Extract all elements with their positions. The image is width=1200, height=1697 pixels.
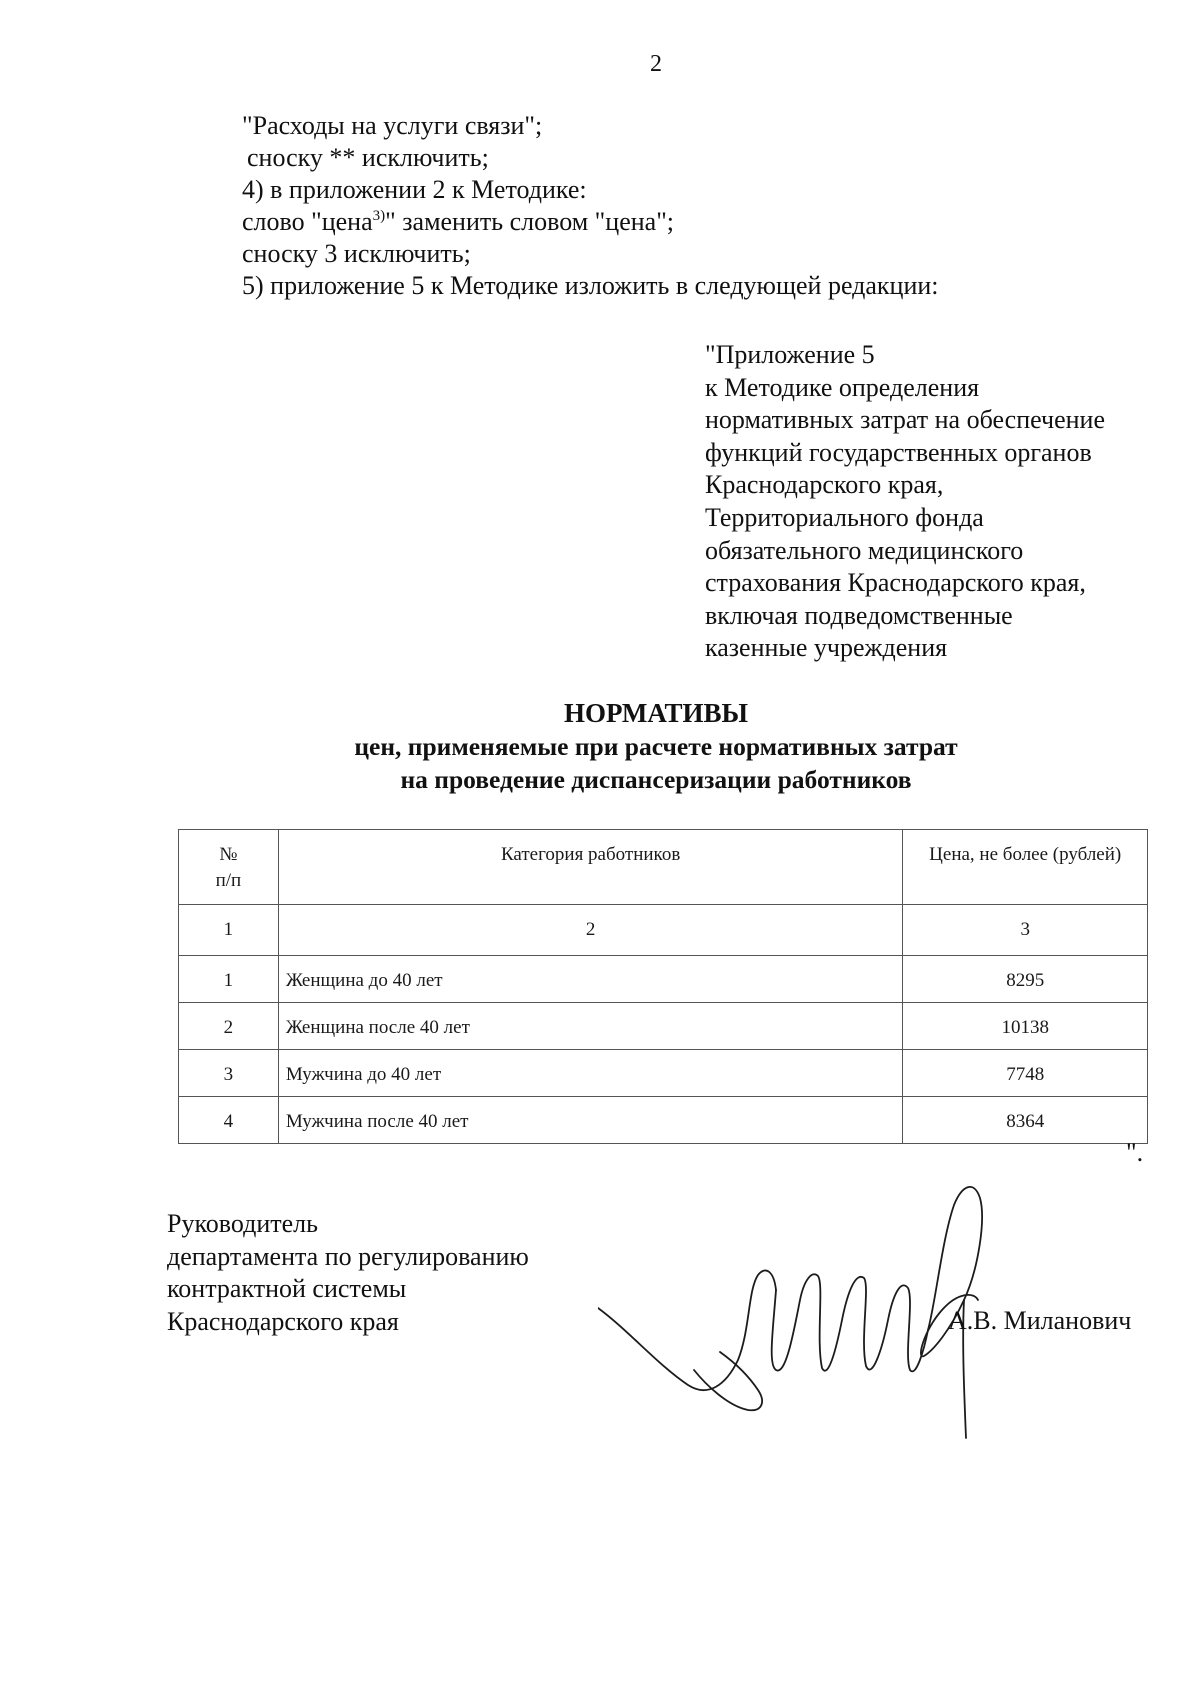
table-row [179, 1050, 1148, 1097]
signer-name: А.В. Миланович [948, 1306, 1132, 1335]
column-header-category: Категория работников [278, 830, 903, 905]
row-price: 8295 [903, 956, 1148, 1003]
amendment-fragment: слово "цена [242, 207, 373, 236]
row-number: 4 [179, 1097, 279, 1144]
row-price: 8364 [903, 1097, 1148, 1144]
appendix-line: Краснодарского края, [705, 470, 944, 500]
appendix-line: "Приложение 5 [705, 340, 875, 369]
row-category: Мужчина после 40 лет [278, 1097, 903, 1144]
amendment-line [242, 206, 939, 238]
appendix-line: функций государственных органов [705, 437, 1092, 467]
amendment-fragment: " заменить словом "цена"; [385, 207, 675, 236]
column-number: 2 [278, 905, 903, 956]
appendix-line: казенные учреждения [705, 633, 948, 663]
table-header-row [179, 830, 1148, 905]
row-price: 7748 [903, 1050, 1148, 1097]
document-subtitle: цен, применяемые при расчете нормативных затрат [354, 732, 958, 761]
amendment-line: 4) в приложении 2 к Методике: [242, 175, 587, 204]
column-number: 3 [903, 905, 1148, 956]
column-header-price: Цена, не более (рублей) [903, 830, 1148, 905]
signer-line: контрактной системы [167, 1274, 407, 1303]
amendment-line: 5) приложение 5 к Методике изложить в следующей редакции: [242, 271, 939, 300]
appendix-line: Территориального фонда [705, 502, 984, 532]
column-numbers-row [179, 905, 1148, 956]
column-header-number-text: № п/п [215, 844, 242, 891]
signer-line: Руководитель [167, 1209, 318, 1238]
column-number: 1 [179, 905, 279, 956]
row-number: 2 [179, 1003, 279, 1050]
amendment-line: сноску ** исключить; [247, 143, 489, 172]
document-title: НОРМАТИВЫ [563, 698, 749, 728]
footnote-superscript: 3) [372, 208, 386, 224]
appendix-line: включая подведомственные [705, 600, 1013, 630]
appendix-line: нормативных затрат на обеспечение [705, 405, 1106, 435]
signer-line: департамента по регулированию [167, 1241, 529, 1271]
document-subtitle: на проведение диспансеризации работников [400, 765, 912, 794]
document-heading [0, 696, 1200, 796]
row-number: 3 [179, 1050, 279, 1097]
page-number: 2 [650, 51, 662, 77]
amendment-line: сноску 3 исключить; [242, 239, 471, 268]
table-row [179, 1003, 1148, 1050]
row-price: 10138 [903, 1003, 1148, 1050]
amendment-line: "Расходы на услуги связи"; [242, 111, 543, 140]
row-category: Женщина до 40 лет [278, 956, 903, 1003]
signer-block [167, 1208, 529, 1338]
table-row [179, 956, 1148, 1003]
row-category: Мужчина до 40 лет [278, 1050, 903, 1097]
norms-table [178, 829, 1148, 1144]
row-number: 1 [179, 956, 279, 1003]
closing-quote: ". [1126, 1138, 1144, 1167]
appendix-line: страхования Краснодарского края, [705, 568, 1086, 598]
appendix-block [705, 339, 1105, 665]
amendment-text [242, 110, 939, 302]
appendix-line: к Методике определения [705, 372, 980, 402]
column-header-number [179, 830, 279, 905]
appendix-line: обязательного медицинского [705, 535, 1024, 565]
row-category: Женщина после 40 лет [278, 1003, 903, 1050]
table-row [179, 1097, 1148, 1144]
signer-line: Краснодарского края [167, 1306, 399, 1336]
